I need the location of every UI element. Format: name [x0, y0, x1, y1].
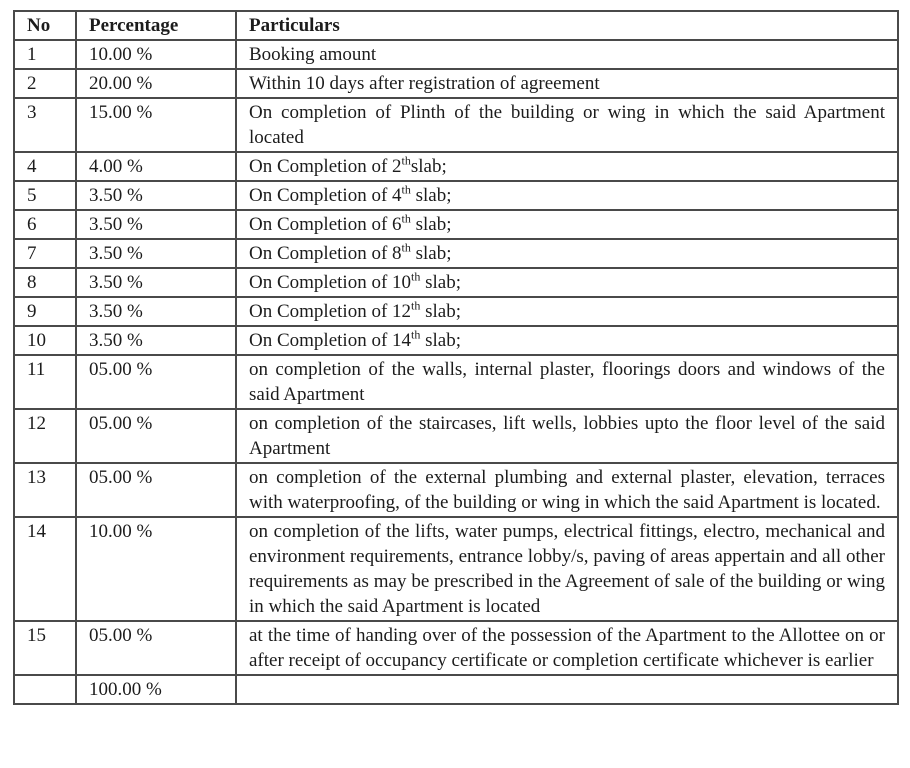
cell-percentage: 3.50 % [76, 210, 236, 239]
cell-percentage: 3.50 % [76, 239, 236, 268]
cell-percentage: 05.00 % [76, 355, 236, 409]
cell-particulars: on completion of the walls, internal plaster, floorings doors and windows of the said Apartment [236, 355, 898, 409]
cell-no: 2 [14, 69, 76, 98]
cell-particulars: On Completion of 14th slab; [236, 326, 898, 355]
cell-no: 13 [14, 463, 76, 517]
cell-particulars: On Completion of 10th slab; [236, 268, 898, 297]
table-row [14, 69, 898, 98]
cell-particulars: Within 10 days after registration of agreement [236, 69, 898, 98]
table-row [14, 181, 898, 210]
cell-no: 15 [14, 621, 76, 675]
cell-particulars: on completion of the external plumbing and external plaster, elevation, terraces with waterproofing, of the building or wing in which the said Apartment is located. [236, 463, 898, 517]
cell-percentage: 20.00 % [76, 69, 236, 98]
cell-particulars: On Completion of 8th slab; [236, 239, 898, 268]
cell-percentage: 3.50 % [76, 326, 236, 355]
cell-percentage: 05.00 % [76, 409, 236, 463]
cell-no: 11 [14, 355, 76, 409]
cell-no: 3 [14, 98, 76, 152]
cell-percentage: 10.00 % [76, 517, 236, 621]
ordinal-superscript: th [401, 240, 411, 255]
ordinal-superscript: th [411, 298, 421, 313]
cell-percentage: 100.00 % [76, 675, 236, 704]
table-row [14, 98, 898, 152]
table-row [14, 517, 898, 621]
cell-particulars: On Completion of 2thslab; [236, 152, 898, 181]
cell-no: 4 [14, 152, 76, 181]
table-row [14, 268, 898, 297]
cell-no: 6 [14, 210, 76, 239]
table-row [14, 239, 898, 268]
cell-no: 8 [14, 268, 76, 297]
cell-percentage: 4.00 % [76, 152, 236, 181]
cell-particulars: On Completion of 6th slab; [236, 210, 898, 239]
table-row [14, 297, 898, 326]
cell-percentage: 10.00 % [76, 40, 236, 69]
cell-particulars: On completion of Plinth of the building or wing in which the said Apartment located [236, 98, 898, 152]
ordinal-superscript: th [411, 327, 421, 342]
column-header-percentage: Percentage [76, 11, 236, 40]
cell-percentage: 3.50 % [76, 181, 236, 210]
cell-particulars: on completion of the staircases, lift wells, lobbies upto the floor level of the said Apartment [236, 409, 898, 463]
cell-percentage: 15.00 % [76, 98, 236, 152]
cell-percentage: 3.50 % [76, 268, 236, 297]
ordinal-superscript: th [401, 211, 411, 226]
cell-no [14, 675, 76, 704]
table-row [14, 40, 898, 69]
cell-no: 1 [14, 40, 76, 69]
cell-particulars [236, 675, 898, 704]
cell-no: 7 [14, 239, 76, 268]
cell-percentage: 3.50 % [76, 297, 236, 326]
cell-particulars: at the time of handing over of the possession of the Apartment to the Allottee on or after receipt of occupancy certificate or completion certificate whichever is earlier [236, 621, 898, 675]
cell-no: 9 [14, 297, 76, 326]
cell-particulars: on completion of the lifts, water pumps, electrical fittings, electro, mechanical and environment requirements, entrance lobby/s, paving of areas appertain and all other requirements as may be prescribed in the Agreement of sale of the building or wing in which the said Apartment is located [236, 517, 898, 621]
header-row [14, 11, 898, 40]
table-row [14, 152, 898, 181]
ordinal-superscript: th [401, 153, 411, 168]
table-row [14, 355, 898, 409]
cell-particulars: Booking amount [236, 40, 898, 69]
ordinal-superscript: th [411, 269, 421, 284]
ordinal-superscript: th [401, 182, 411, 197]
cell-no: 5 [14, 181, 76, 210]
cell-no: 14 [14, 517, 76, 621]
table-row [14, 210, 898, 239]
cell-particulars: On Completion of 12th slab; [236, 297, 898, 326]
cell-particulars: On Completion of 4th slab; [236, 181, 898, 210]
cell-percentage: 05.00 % [76, 463, 236, 517]
cell-no: 12 [14, 409, 76, 463]
cell-no: 10 [14, 326, 76, 355]
column-header-no: No [14, 11, 76, 40]
table-row [14, 326, 898, 355]
table-row [14, 621, 898, 675]
table-body [14, 40, 898, 704]
payment-schedule-table [13, 10, 899, 705]
column-header-particulars: Particulars [236, 11, 898, 40]
total-row [14, 675, 898, 704]
table-row [14, 409, 898, 463]
cell-percentage: 05.00 % [76, 621, 236, 675]
table-row [14, 463, 898, 517]
